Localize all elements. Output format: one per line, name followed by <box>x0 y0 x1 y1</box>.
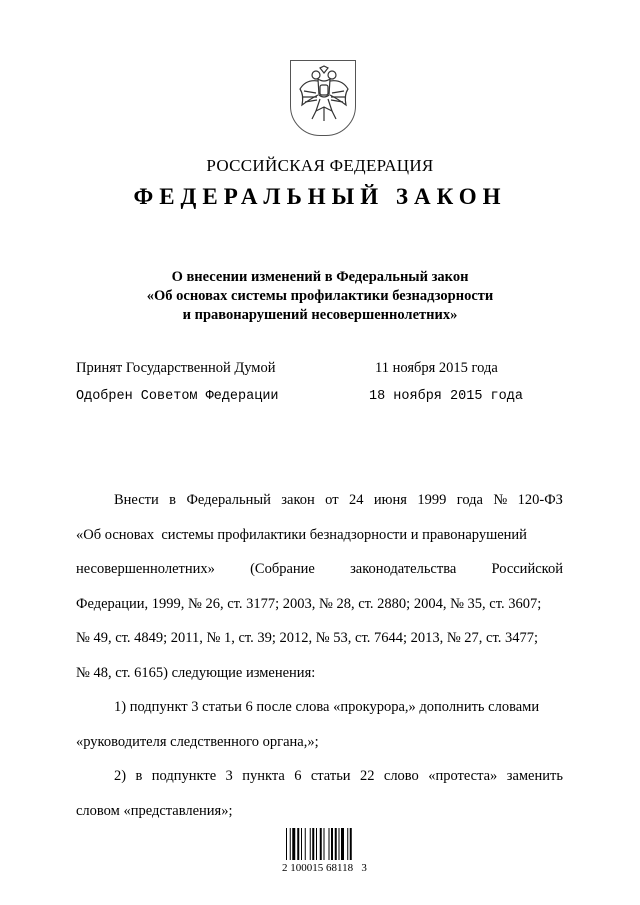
body-word: Внести <box>114 492 159 508</box>
law-title-line: и правонарушений несовершеннолетних» <box>182 307 458 323</box>
body-word: пункта <box>242 768 285 784</box>
law-body <box>76 483 563 828</box>
body-word: в <box>135 768 143 784</box>
country-heading: РОССИЙСКАЯ ФЕДЕРАЦИЯ <box>206 156 434 175</box>
document-type-heading: ФЕДЕРАЛЬНЫЙ ЗАКОН <box>133 184 507 209</box>
body-word: 1999 <box>417 492 447 508</box>
coat-of-arms-emblem <box>290 60 356 136</box>
body-word: законодательства <box>350 561 457 577</box>
body-word: несовершеннолетних» <box>76 561 215 577</box>
body-line <box>76 483 563 518</box>
body-word: Федеральный <box>186 492 271 508</box>
body-word: (Собрание <box>250 561 315 577</box>
body-word: № <box>493 492 508 508</box>
body-word: 2) <box>114 768 127 784</box>
body-word: «протеста» <box>428 768 498 784</box>
body-word: 24 <box>348 492 364 508</box>
coat-of-arms-icon <box>296 65 352 127</box>
body-word: года <box>456 492 483 508</box>
body-line <box>76 552 563 587</box>
body-word: 6 <box>294 768 302 784</box>
body-line: № 49, ст. 4849; 2011, № 1, ст. 39; 2012, № 53, ст. 7644; 2013, № 27, ст. 3477; <box>76 630 539 646</box>
body-word: подпункте <box>151 768 217 784</box>
duma-adoption-label: Принят Государственной Думой <box>76 360 276 376</box>
duma-adoption-date: 11 ноября 2015 года <box>375 360 498 376</box>
law-title-line: О внесении изменений в Федеральный закон <box>171 269 469 285</box>
body-word: 22 <box>359 768 375 784</box>
body-line: № 48, ст. 6165) следующие изменения: <box>76 664 316 681</box>
barcode-number: 2 100015 68118 3 <box>282 862 367 874</box>
body-word: в <box>169 492 177 508</box>
body-line: словом «представления»; <box>76 802 233 819</box>
body-word: статьи <box>310 768 351 784</box>
body-line: Федерации, 1999, № 26, ст. 3177; 2003, № 28, ст. 2880; 2004, № 35, ст. 3607; <box>76 595 542 612</box>
body-word: слово <box>383 768 419 784</box>
body-word: июня <box>373 492 407 508</box>
body-word: Российской <box>491 561 563 577</box>
body-word: 120-ФЗ <box>517 492 563 508</box>
body-line: «руководителя следственного органа,»; <box>76 733 319 750</box>
council-approval-date: 18 ноября 2015 года <box>369 389 523 404</box>
body-word: 3 <box>225 768 233 784</box>
barcode-icon <box>286 822 370 866</box>
council-approval-label: Одобрен Советом Федерации <box>76 389 279 404</box>
body-line <box>76 759 563 794</box>
body-line: 1) подпункт 3 статьи 6 после слова «прокурора,» дополнить словами <box>114 699 540 715</box>
body-word: закон <box>281 492 315 508</box>
body-word: от <box>325 492 339 508</box>
body-word: заменить <box>506 768 563 784</box>
law-title <box>0 268 640 325</box>
law-title-line: «Об основах системы профилактики безнадзорности <box>146 288 494 304</box>
body-line: «Об основах системы профилактики безнадзорности и правонарушений <box>76 526 527 543</box>
